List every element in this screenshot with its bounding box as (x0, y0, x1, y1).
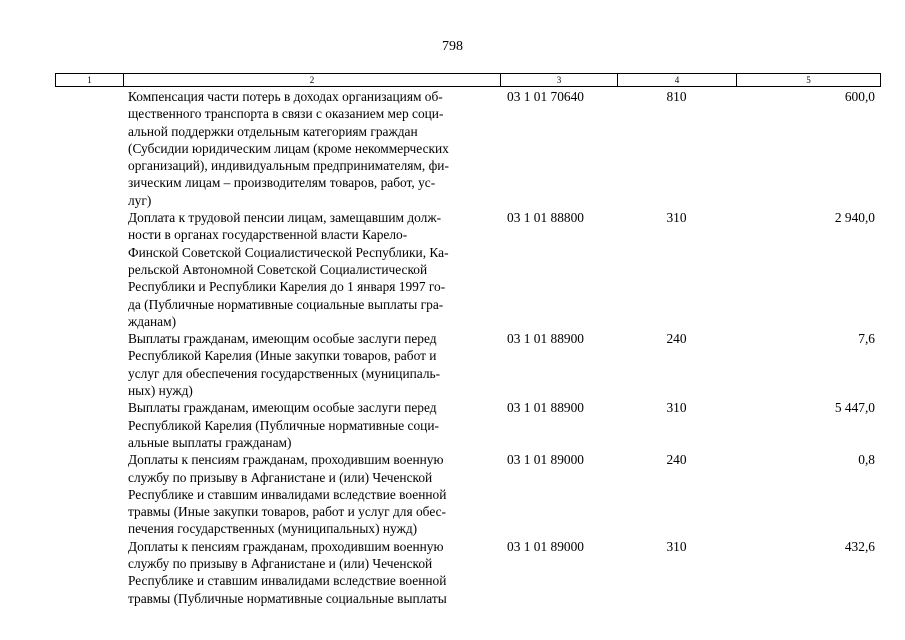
header-col-2: 2 (124, 74, 501, 86)
row-amount: 7,6 (858, 331, 875, 347)
row-type: 310 (666, 210, 687, 226)
header-col-3: 3 (501, 74, 618, 86)
row-type: 810 (666, 89, 687, 104)
row-amount: 0,8 (858, 452, 875, 468)
row-amount: 432,6 (844, 538, 875, 554)
row-code: 03 1 01 70640 (507, 89, 584, 104)
row-name: Доплата к трудовой пенсии лицам, замещавшим долж- ности в органах государственной власти Карело- Финской Советской Социалистической Республики, Ка- рельской Автономной Советской Социалистической Республики и Республики Карелия до 1 января 1997 го- да (Публичные нормативные социальные выплаты гра- жданам) (128, 210, 449, 329)
row-name: Доплаты к пенсиям гражданам, проходившим военную службу по призыву в Афганистане и (или) Чеченской Республике и ставшим инвалидами вследствие военной травмы (Иные закупки товаров, работ и услуг для обес- печения государственных (муниципальных) нужд) (128, 452, 447, 537)
table-row (55, 399, 881, 451)
row-type: 310 (666, 400, 687, 416)
table-body (55, 88, 881, 607)
row-type: 240 (666, 452, 687, 468)
table-row (55, 88, 881, 209)
row-code: 03 1 01 89000 (507, 538, 584, 554)
table-header (55, 73, 881, 87)
header-col-1: 1 (56, 74, 124, 86)
table-row (55, 451, 881, 537)
row-code: 03 1 01 88900 (507, 400, 584, 416)
row-name: Доплаты к пенсиям гражданам, проходившим военную службу по призыву в Афганистане и (или) Чеченской Республике и ставшим инвалидами вследствие военной травмы (Публичные нормативные социальные выплаты (128, 538, 447, 606)
header-col-5: 5 (806, 75, 811, 85)
row-type: 240 (666, 331, 687, 347)
row-code: 03 1 01 89000 (507, 452, 584, 468)
row-code: 03 1 01 88900 (507, 331, 584, 347)
page-number: 798 (442, 39, 463, 54)
header-col-4: 4 (618, 74, 737, 86)
row-amount: 5 447,0 (834, 400, 875, 416)
row-name: Компенсация части потерь в доходах организациям об- щественного транспорта в связи с оказанием мер соци- альной поддержки отдельным категориям граждан (Субсидии юридическим лицам (кроме некоммерческих организаций), индивидуальным предпринимателям, фи- зическим лицам – производителям товаров, работ, ус- луг) (128, 89, 449, 208)
row-name: Выплаты гражданам, имеющим особые заслуги перед Республикой Карелия (Иные закупки товаров, работ и услуг для обеспечения государственных (муниципаль- ных) нужд) (128, 331, 441, 399)
table-row (55, 330, 881, 399)
table-row (55, 538, 881, 607)
row-code: 03 1 01 88800 (507, 210, 584, 226)
row-type: 310 (666, 538, 687, 554)
row-name: Выплаты гражданам, имеющим особые заслуги перед Республикой Карелия (Публичные нормативные соци- альные выплаты гражданам) (128, 400, 439, 450)
row-amount: 600,0 (844, 89, 875, 104)
table-row (55, 209, 881, 330)
row-amount: 2 940,0 (834, 210, 875, 226)
